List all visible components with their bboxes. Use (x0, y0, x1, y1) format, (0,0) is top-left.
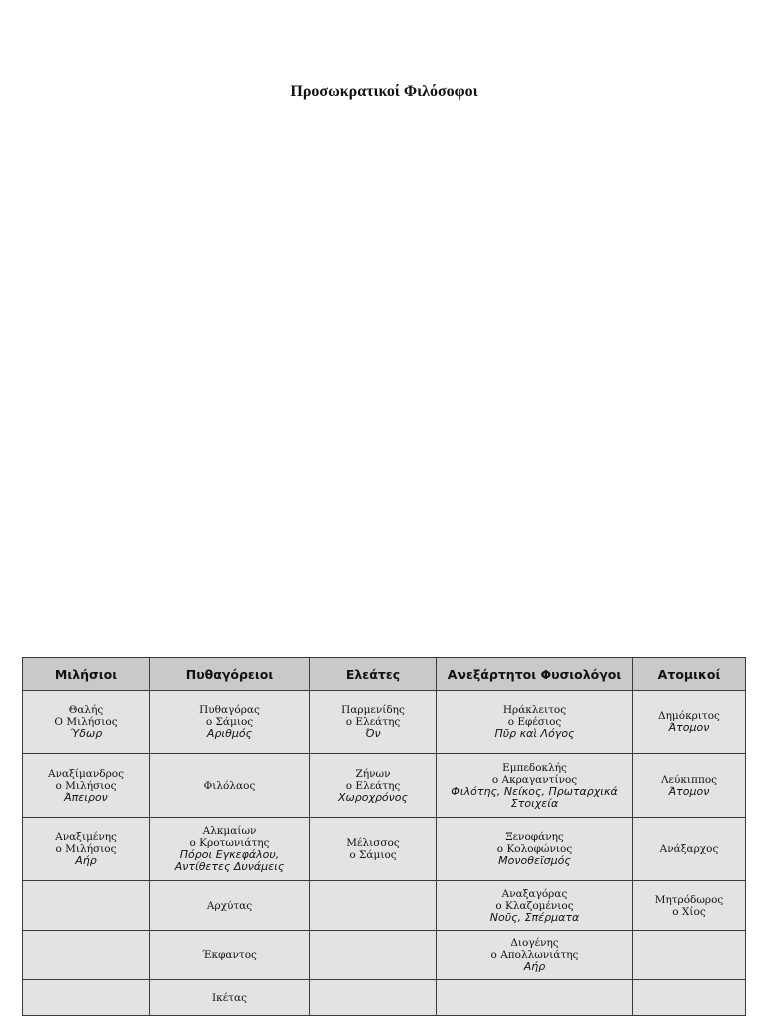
table-cell (310, 754, 437, 818)
table-cell (633, 818, 746, 881)
table-cell (437, 881, 633, 931)
philosopher-name-line: Ηράκλειτος (502, 704, 567, 716)
philosophy-concept: Στοιχεία (510, 796, 559, 810)
philosopher-name-line: ο Χίος (672, 905, 706, 918)
philosopher-name-line: Μέλισσος (346, 837, 400, 849)
philosophy-concept: Φιλότης, Νείκος, Πρωταρχικά (451, 784, 618, 798)
table-cell (310, 691, 437, 754)
philosopher-name-line: ο Μιλήσιος (55, 843, 117, 855)
philosopher-name-line: ο Κλαζομένιος (495, 899, 574, 912)
column-header-atomists: Ατομικοί (633, 658, 746, 691)
table-cell (310, 980, 437, 1016)
column-header-independent-physiologists: Ανεξάρτητοι Φυσιολόγοι (437, 658, 633, 691)
philosopher-name-line: ο Σάμιος (205, 716, 254, 728)
philosopher-name-line: ο Εφέσιος (507, 716, 562, 728)
philosophy-concept: Άτομον (668, 721, 710, 734)
philosophy-concept: Ύδωρ (69, 727, 103, 740)
philosopher-name-line: Ο Μιλήσιος (54, 716, 118, 728)
column-header-pythagoreans: Πυθαγόρειοι (150, 658, 310, 691)
philosophy-concept: Όν (365, 727, 381, 740)
philosopher-name-line: Παρμενίδης (341, 704, 405, 716)
table-cell (23, 931, 150, 980)
philosopher-name-line: Ικέτας (212, 991, 247, 1004)
philosopher-name-line: Αναξιμένης (55, 831, 117, 843)
column-header-eleatics: Ελεάτες (310, 658, 437, 691)
table-cell (633, 931, 746, 980)
table-cell (310, 881, 437, 931)
philosophy-concept: Νοῦς, Σπέρματα (489, 910, 580, 924)
table-cell (23, 818, 150, 881)
table-row (23, 980, 746, 1016)
column-header-milesians: Μιλήσιοι (23, 658, 150, 691)
philosopher-name-line: Φιλόλαος (203, 779, 256, 792)
philosopher-name-line: Ξενοφάνης (505, 831, 564, 843)
philosophy-concept: Άπειρον (64, 790, 108, 804)
philosophers-table (22, 657, 746, 1016)
table-cell (150, 754, 310, 818)
philosophy-concept: Πόροι Εγκεφάλου, (179, 848, 280, 861)
philosopher-name-line: Μητρόδωρος (654, 893, 724, 906)
philosopher-name-line: ο Απολλωνιάτης (490, 949, 579, 961)
philosopher-name-line: ο Μιλήσιος (55, 779, 117, 792)
table-cell (150, 931, 310, 980)
table-cell (633, 691, 746, 754)
philosopher-name-line: Αλκμαίων (202, 825, 257, 837)
philosopher-name-line: Ζήνων (355, 767, 391, 780)
philosopher-name-line: ο Ελεάτης (345, 716, 401, 728)
philosophy-concept: Αντίθετες Δυνάμεις (174, 860, 285, 873)
philosophy-concept: Αήρ (523, 960, 546, 973)
philosophy-concept: Πῦρ καὶ Λόγος (494, 727, 575, 740)
philosopher-name-line: Αναξαγόρας (501, 887, 568, 900)
table-row (23, 881, 746, 931)
philosophy-concept: Άτομον (668, 784, 710, 798)
table-cell (150, 980, 310, 1016)
table-cell (437, 818, 633, 881)
philosopher-name-line: Λεύκιππος (660, 773, 718, 786)
philosopher-name-line: ο Κροτωνιάτης (189, 837, 270, 849)
philosopher-name-line: Θαλής (68, 704, 104, 716)
philosophy-concept: Αριθμός (206, 727, 253, 740)
table-cell (437, 691, 633, 754)
table-cell (23, 881, 150, 931)
philosopher-name-line: Διογένης (510, 937, 559, 949)
table-cell (437, 931, 633, 980)
philosopher-name-line: ο Ακραγαντίνος (491, 773, 578, 786)
table-cell (150, 691, 310, 754)
philosopher-name-line: Αρχύτας (206, 899, 253, 912)
table-row (23, 931, 746, 980)
table-cell (150, 881, 310, 931)
table-row (23, 754, 746, 818)
philosopher-name-line: Εμπεδοκλής (502, 761, 567, 774)
philosopher-name-line: Αναξίμανδρος (48, 767, 124, 780)
philosophy-concept: Αήρ (75, 854, 97, 867)
philosopher-name-line: Δημόκριτος (658, 710, 720, 722)
table-header-row (23, 658, 746, 691)
philosopher-name-line: Έκφαντος (202, 949, 257, 961)
philosopher-name-line: Πυθαγόρας (199, 704, 260, 716)
table-cell (150, 818, 310, 881)
table-cell (310, 818, 437, 881)
table-cell (437, 980, 633, 1016)
table-cell (633, 980, 746, 1016)
page-title: Προσωκρατικοί Φιλόσοφοι (290, 83, 478, 100)
philosopher-name-line: Ανάξαρχος (659, 843, 719, 855)
table-row (23, 818, 746, 881)
philosopher-name-line: ο Σάμιος (349, 849, 397, 861)
table-cell (437, 754, 633, 818)
philosophy-concept: Χωροχρόνος (337, 790, 408, 804)
table-cell (633, 754, 746, 818)
table-row (23, 691, 746, 754)
philosophy-concept: Μονοθεϊσμός (498, 854, 571, 867)
table-cell (23, 980, 150, 1016)
philosopher-name-line: ο Ελεάτης (345, 779, 401, 792)
table-cell (310, 931, 437, 980)
table-cell (23, 754, 150, 818)
philosopher-name-line: ο Κολοφώνιος (496, 843, 573, 855)
table-cell (633, 881, 746, 931)
table-cell (23, 691, 150, 754)
